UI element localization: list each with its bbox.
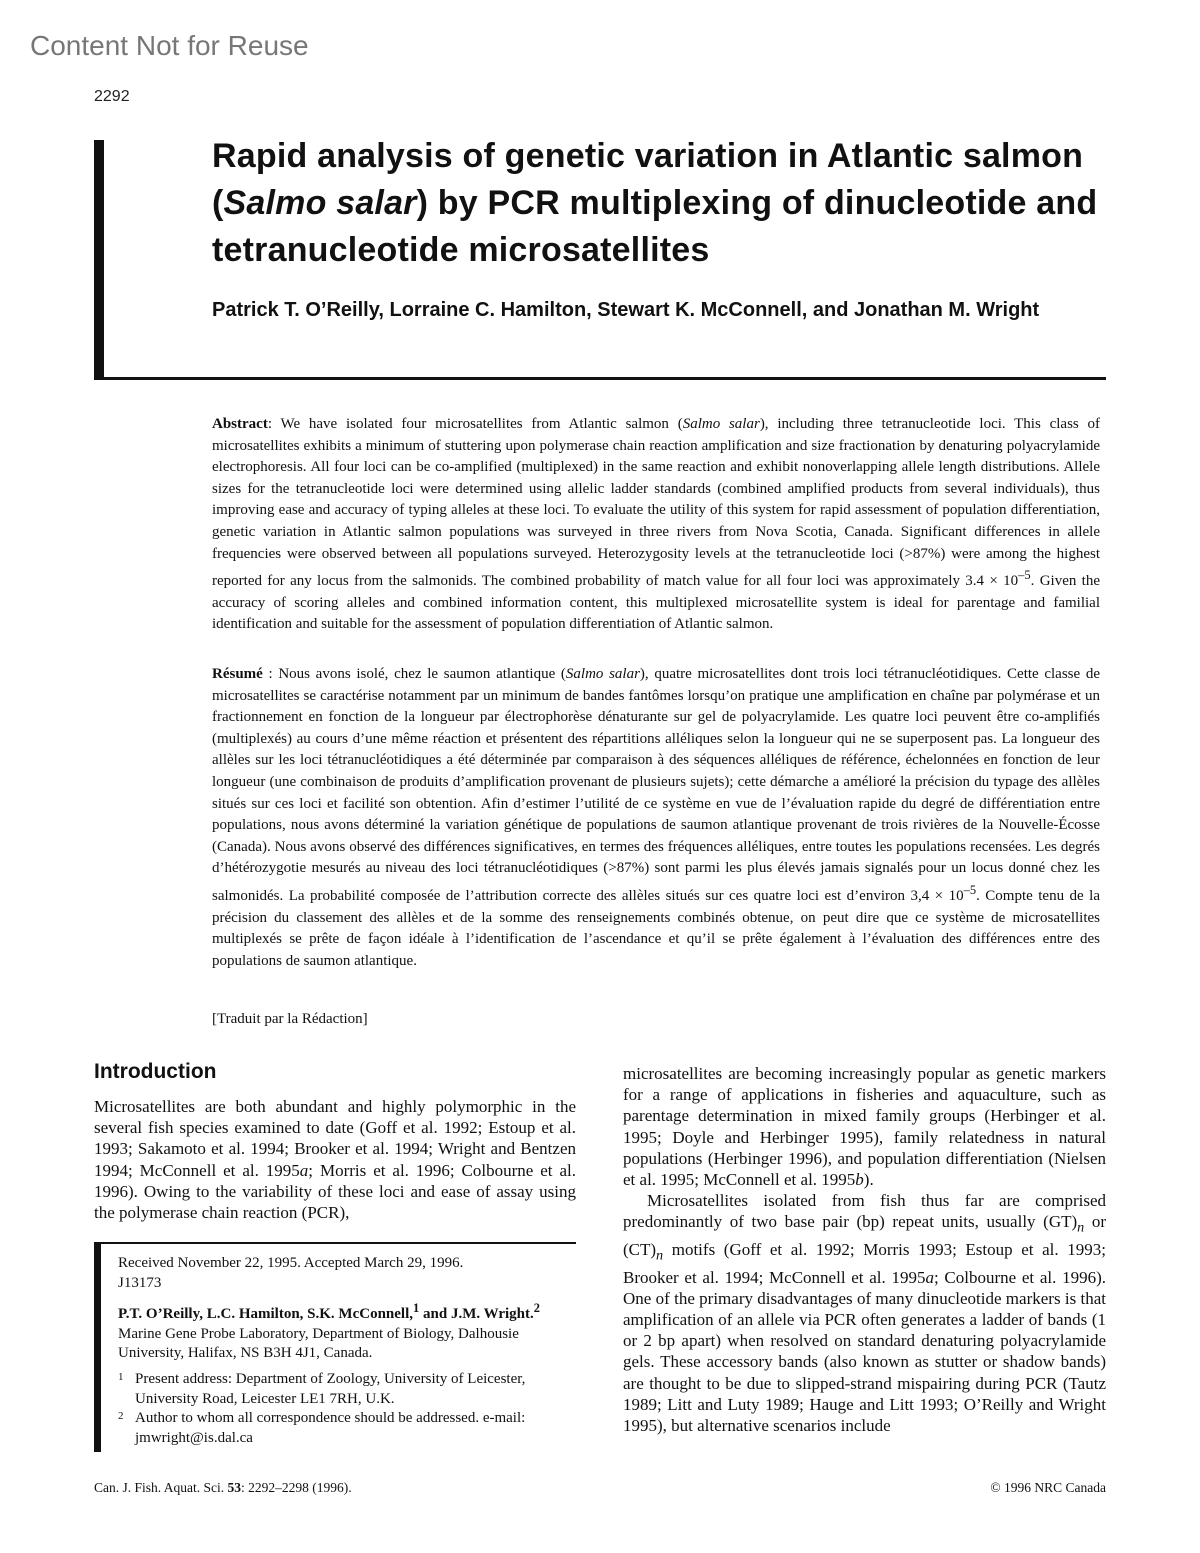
author-list: Patrick T. O’Reilly, Lorraine C. Hamilton, Stewart K. McConnell, and Jonathan M. Wright xyxy=(212,299,1040,321)
abstract: Abstract: We have isolated four microsatellites from Atlantic salmon (Salmo salar), including three tetranucleotide loci. This class of microsatellites exhibits a minimum of stuttering upon polymerase chain reaction amplification and size fractionation by denaturing polyacrylamide electrophoresis. All four loci can be co-amplified (multiplexed) in the same reaction and exhibit nonoverlapping allele length distributions. Allele sizes for the tetranucleotide loci were determined using allelic ladder standards (combined amplified products from several individuals), thus improving ease and accuracy of typing alleles at these loci. To evaluate the utility of this system for rapid assessment of population differentiation, genetic variation in Atlantic salmon populations was surveyed in three rivers from Nova Scotia, Canada. Significant differences in allele frequencies were observed between all populations surveyed. Heterozygosity levels at the tetranucleotide loci (>87%) were among the highest reported for any locus from the salmonids. The combined probability of match value for all four loci was approximately $3.4 \times 10^{-5}$. Given the accuracy of scoring alleles and combined information content, this multiplexed microsatellite system is ideal for parentage and familial identification and suitable for the assessment of population differentiation of Atlantic salmon. xyxy=(212,416,1101,633)
received-dates: Received November 22, 1995. Accepted March 29, 1996. J13173 xyxy=(118,1255,464,1291)
translation-note: [Traduit par la Rédaction] xyxy=(212,1011,368,1027)
title-rule xyxy=(94,377,1106,380)
resume: Résumé : Nous avons isolé, chez le saumon atlantique (Salmo salar), quatre microsatellites dont trois loci tétranucléotidiques. Cette classe de microsatellites se caractérise notamment par un minimum de bandes fantômes lorsqu’on pratique une amplification en chaîne par polymérase et un fractionnement en fonction de la longueur par électrophorèse dénaturante sur gel de polyacrylamide. Les quatre loci peuvent être co-amplifiés (multiplexés) au cours d’une même réaction et présentent des répartitions alléliques selon la longueur qui ne se superposent pas. La longueur des allèles sur les loci tétranucléotidiques a été déterminée par comparaison à des séquences alléliques de référence, échelonnées en fonction de leur longueur (une combinaison de produits d’amplification provenant de plusieurs sujets); cette démarche a amélioré la précision du typage des allèles situés sur ces loci et facilité son obtention. Afin d’estimer l’utilité de ce système en vue de l’évaluation rapide du degré de différentiation entre populations, nous avons déterminé la variation génétique de populations de saumon atlantique provenant de trois rivières de la Nouvelle-Écosse (Canada). Nous avons observé des différences significatives, en termes des fréquences alléliques, entre toutes les populations recensées. Les degrés d’hétérozygotie mesurés au niveau des loci tétranucléotidiques (>87%) sont parmi les plus élevés jamais signalés pour un locus donné chez les salmonidés. La probabilité composée de l’attribution correcte des allèles situés sur ces quatre loci est d’environ $3,4 \times 10^{-5}$. Compte tenu de la précision du classement des allèles et de la somme des renseignements combinés obtenue, on peut dire que ce système de microsatellites multiplexés se prête de façon idéale à l’identification de l’ascendance et qu’il se prête également à l’évaluation des différences entre des populations de saumon atlantique. xyxy=(212,666,1101,969)
introduction-left-column: Microsatellites are both abundant and highly polymorphic in the several fish species examined to date (Goff et al. 1992; Estoup et al. 1993; Sakamoto et al. 1994; Brooker et al. 1994; Wright and Bentzen 1994; McConnell et al. 1995a; Morris et al. 1996; Colbourne et al. 1996). Owing to the variability of these loci and ease of assay using the polymerase chain reaction (PCR), xyxy=(94,1097,576,1223)
article-title: Rapid analysis of genetic variation in Atlantic salmon (Salmo salar) by PCR multiplexing of dinucleotide and tetranucleotide microsatellites xyxy=(212,137,1098,269)
title-bar-decoration xyxy=(94,140,104,380)
introduction-right-column xyxy=(623,1063,1106,1436)
introduction-heading: Introduction xyxy=(94,1060,217,1083)
page-number: 2292 xyxy=(94,88,130,105)
footnote-item: 2 Author to whom all correspondence should be addressed. e-mail: jmwright@is.dal.ca xyxy=(118,1410,526,1446)
footnote-bar-decoration xyxy=(94,1244,101,1452)
resume-label: Résumé xyxy=(212,666,263,682)
author-affiliation: P.T. O’Reilly, L.C. Hamilton, S.K. McConnell,$^1$ and J.M. Wright.$^2$ Marine Gene Probe Laboratory, Department of Biology, Dalhousie University, Halifax, NS B3H 4J1, Canada. xyxy=(118,1301,540,1362)
journal-citation: Can. J. Fish. Aquat. Sci. 53: 2292–2298 (1996). xyxy=(94,1480,352,1495)
abstract-label: Abstract xyxy=(212,416,268,432)
paragraph: microsatellites are becoming increasingly popular as genetic markers for a range of applications in fisheries and aquaculture, such as parentage determination in mixed family groups (Herbinger et al. 1995; Doyle and Herbinger 1995), family relatedness in natural populations (Herbinger 1996), and population differentiation (Nielsen et al. 1995; McConnell et al. 1995b). xyxy=(623,1064,1106,1190)
paragraph: Microsatellites isolated from fish thus far are comprised predominantly of two base pair (bp) repeat units, usually $(GT)_n$ or $(CT)_n$ motifs (Goff et al. 1992; Morris 1993; Estoup et al. 1993; Brooker et al. 1994; McConnell et al. 1995a; Colbourne et al. 1996). One of the primary disadvantages of many dinucleotide markers is that amplification of an allele via PCR often generates a ladder of bands (1 or 2 bp apart) when resolved on standard denaturing polyacrylamide gels. These accessory bands (also known as stutter or shadow bands) are thought to be due to slipped-strand mispairing during PCR (Tautz 1989; Litt and Luty 1989; Hauge and Litt 1993; O’Reilly and Wright 1995), but alternative scenarios include xyxy=(623,1191,1107,1436)
footnote-rule xyxy=(94,1242,576,1244)
footnote-list xyxy=(118,1370,573,1448)
copyright: © 1996 NRC Canada xyxy=(990,1480,1106,1495)
watermark: Content Not for Reuse xyxy=(30,30,309,61)
footnote-box xyxy=(118,1254,573,1448)
footnote-item: 1 Present address: Department of Zoology, University of Leicester, University Road, Leicester LE1 7RH, U.K. xyxy=(118,1370,526,1407)
